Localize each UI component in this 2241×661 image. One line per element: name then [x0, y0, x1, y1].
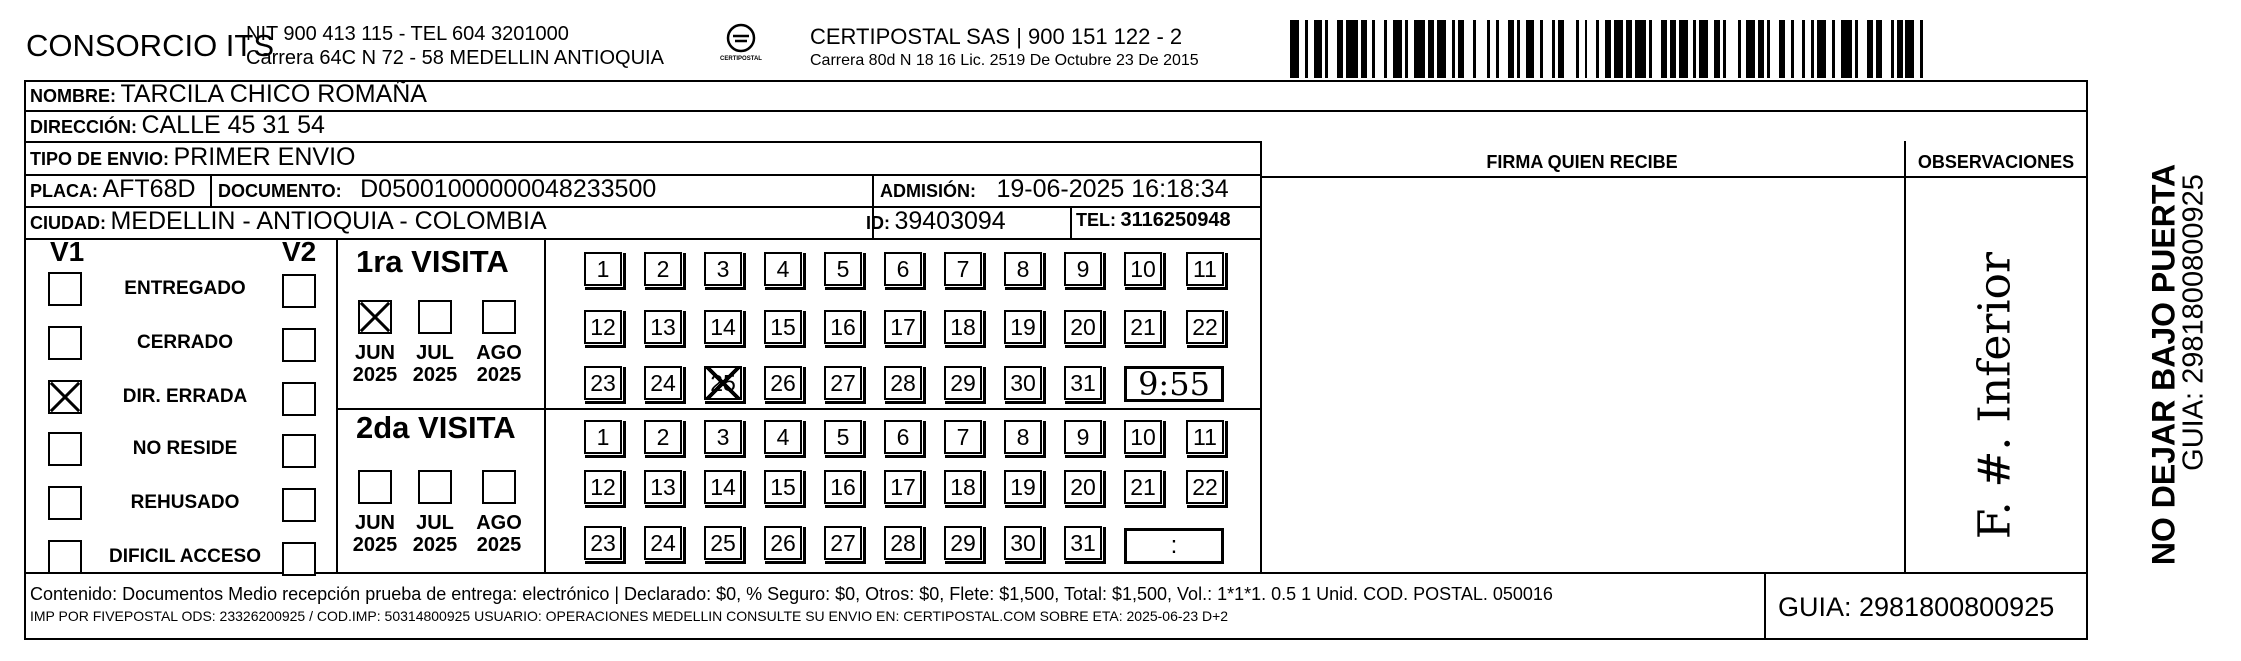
- placa-label: PLACA:: [30, 181, 98, 201]
- day-box[interactable]: 1: [584, 420, 622, 454]
- barcode-bar: [1770, 20, 1779, 78]
- status-label: DIR. ERRADA: [122, 386, 248, 407]
- side-warning: NO DEJAR BAJO PUERTA: [2145, 163, 2182, 566]
- year-label: 2025: [352, 534, 398, 556]
- month-checkbox[interactable]: [358, 300, 392, 334]
- year-label: 2025: [412, 534, 458, 556]
- barcode-bar: [1699, 20, 1708, 78]
- v2-checkbox[interactable]: [282, 382, 316, 416]
- placa-value: AFT68D: [102, 175, 196, 203]
- tipo-value: PRIMER ENVIO: [173, 143, 356, 171]
- row-line: [24, 238, 1262, 240]
- barcode-bar: [1290, 20, 1299, 78]
- certipostal-logo: [706, 20, 776, 72]
- v1-checkbox[interactable]: [48, 326, 82, 360]
- frame-left: [24, 80, 26, 640]
- barcode-bar: [1858, 20, 1867, 78]
- day-box[interactable]: 14: [704, 470, 742, 504]
- day-box[interactable]: 19: [1004, 310, 1042, 344]
- documento-row: [218, 175, 656, 204]
- day-box[interactable]: 17: [884, 310, 922, 344]
- section-bottom: [24, 572, 1262, 574]
- barcode-bar: [1375, 20, 1384, 78]
- tel-row: [1076, 209, 1231, 232]
- nombre-value: TARCILA CHICO ROMAÑA: [120, 80, 427, 108]
- day-box[interactable]: 27: [824, 526, 862, 560]
- v2-checkbox[interactable]: [282, 274, 316, 308]
- barcode-bar: [1328, 20, 1337, 78]
- barcode-bar: [1314, 20, 1323, 78]
- status-label: CERRADO: [136, 332, 234, 353]
- day-box[interactable]: 31: [1064, 366, 1102, 400]
- certipostal-line2: Carrera 80d N 18 16 Lic. 2519 De Octubre 23 De 2015: [810, 52, 1199, 69]
- day-box[interactable]: 24: [644, 526, 682, 560]
- day-box[interactable]: 30: [1004, 526, 1042, 560]
- barcode-bar: [1679, 20, 1688, 78]
- day-box[interactable]: 8: [1004, 420, 1042, 454]
- month-checkbox[interactable]: [482, 470, 516, 504]
- barcode-bar: [1587, 20, 1596, 78]
- barcode-bar: [1464, 20, 1473, 78]
- v1-checkbox[interactable]: [48, 272, 82, 306]
- status-divider: [336, 238, 338, 574]
- barcode-bar: [1543, 20, 1552, 78]
- barcode-bar: [1476, 20, 1488, 78]
- certipostal-logo-icon: [706, 20, 776, 72]
- barcode-bar: [1726, 20, 1738, 78]
- v1-checkbox[interactable]: [48, 540, 82, 574]
- visit-time-box[interactable]: :: [1124, 528, 1224, 564]
- right-panel-divider: [1904, 141, 1906, 574]
- month-label: JUN: [354, 512, 395, 534]
- month-label: AGO: [476, 342, 522, 364]
- day-box[interactable]: 14: [704, 310, 742, 344]
- day-box[interactable]: 21: [1124, 470, 1162, 504]
- month-checkbox[interactable]: [482, 300, 516, 334]
- side-guia: GUIA: 2981800800925: [2177, 174, 2210, 471]
- month-label: JUN: [354, 342, 395, 364]
- admision-value: 19-06-2025 16:18:34: [996, 175, 1229, 203]
- day-box[interactable]: 20: [1064, 470, 1102, 504]
- day-box[interactable]: 9: [1064, 420, 1102, 454]
- v2-label: V2: [282, 236, 317, 267]
- barcode-bar: [1817, 20, 1826, 78]
- company-nit: NIT 900 413 115 - TEL 604 3201000: [246, 23, 569, 45]
- day-box[interactable]: 11: [1186, 252, 1224, 286]
- day-box[interactable]: 15: [764, 310, 802, 344]
- day-box[interactable]: 20: [1064, 310, 1102, 344]
- day-box[interactable]: 27: [824, 366, 862, 400]
- footer-line1: Contenido: Documentos Medio recepción prueba de entrega: electrónico | Declarado: $0, % Seguro: $0, Otros: $0, Flete: $1,500, Total: $1,500, Vol.: 1*1*1. 0.5 1 Unid. COD. POSTAL. 050016: [30, 584, 1553, 604]
- day-box[interactable]: 16: [824, 470, 862, 504]
- day-box[interactable]: 15: [764, 470, 802, 504]
- footer-guia: GUIA: 2981800800925: [1778, 592, 2055, 622]
- firma-label: FIRMA QUIEN RECIBE: [1486, 152, 1678, 172]
- admision-row: [880, 175, 1229, 204]
- visit-time-box[interactable]: 9:55: [1124, 366, 1224, 402]
- day-box[interactable]: 3: [704, 252, 742, 286]
- day-box[interactable]: 5: [824, 252, 862, 286]
- id-row: [866, 207, 1006, 236]
- day-box[interactable]: 25: [704, 526, 742, 560]
- day-box[interactable]: 23: [584, 366, 622, 400]
- year-label: 2025: [412, 364, 458, 386]
- right-panel-left: [1260, 141, 1262, 574]
- day-box[interactable]: 26: [764, 526, 802, 560]
- barcode-bar: [1905, 20, 1914, 78]
- day-box[interactable]: 18: [944, 310, 982, 344]
- day-box[interactable]: 5: [824, 420, 862, 454]
- row-line: [1260, 176, 2088, 178]
- day-box[interactable]: 29: [944, 366, 982, 400]
- day-box[interactable]: 11: [1186, 420, 1224, 454]
- day-box[interactable]: 18: [944, 470, 982, 504]
- day-box[interactable]: 4: [764, 252, 802, 286]
- right-panel-bottom: [1260, 572, 2088, 574]
- row-line: [24, 110, 2088, 112]
- day-box[interactable]: 8: [1004, 252, 1042, 286]
- month-checkbox[interactable]: [358, 470, 392, 504]
- logo-caption: CERTIPOSTAL: [720, 56, 762, 62]
- tipo-row: [30, 143, 355, 172]
- day-box[interactable]: 24: [644, 366, 682, 400]
- month-label: JUL: [416, 512, 454, 534]
- observaciones-label: OBSERVACIONES: [1917, 152, 2075, 172]
- day-box[interactable]: 10: [1124, 252, 1162, 286]
- day-box[interactable]: 26: [764, 366, 802, 400]
- barcode-bar: [1841, 20, 1853, 78]
- barcode-bar: [1393, 20, 1402, 78]
- ciudad-label: CIUDAD:: [30, 213, 106, 233]
- day-box[interactable]: 10: [1124, 420, 1162, 454]
- documento-value: D05001000000048233500: [360, 175, 657, 203]
- day-box[interactable]: 30: [1004, 366, 1042, 400]
- barcode-bar: [1923, 20, 1929, 78]
- month-label: AGO: [476, 512, 522, 534]
- year-label: 2025: [476, 364, 522, 386]
- first-visit-title: 1ra VISITA: [356, 244, 509, 279]
- day-box[interactable]: 21: [1124, 310, 1162, 344]
- barcode-bar: [1526, 20, 1535, 78]
- day-box[interactable]: 6: [884, 252, 922, 286]
- tipo-label: TIPO DE ENVIO:: [30, 149, 170, 169]
- status-label: DIFICIL ACCESO: [108, 546, 261, 567]
- sep: [1070, 206, 1072, 238]
- documento-label: DOCUMENTO:: [218, 181, 342, 201]
- day-box[interactable]: 3: [704, 420, 742, 454]
- status-label: REHUSADO: [130, 492, 240, 513]
- v1-label: V1: [50, 236, 85, 267]
- year-label: 2025: [476, 534, 522, 556]
- barcode-bar: [1614, 20, 1623, 78]
- v1-checkbox[interactable]: [48, 486, 82, 520]
- day-box[interactable]: 13: [644, 310, 682, 344]
- day-box[interactable]: 17: [884, 470, 922, 504]
- id-value: 39403094: [894, 207, 1006, 235]
- day-box[interactable]: 9: [1064, 252, 1102, 286]
- id-label: ID:: [866, 213, 890, 233]
- day-box[interactable]: 2: [644, 420, 682, 454]
- day-box[interactable]: 1: [584, 252, 622, 286]
- day-box[interactable]: 19: [1004, 470, 1042, 504]
- tel-label: TEL:: [1076, 210, 1116, 230]
- company-name: CONSORCIO ITS: [26, 28, 275, 63]
- v2-checkbox[interactable]: [282, 328, 316, 362]
- barcode-bar: [1635, 20, 1647, 78]
- v2-checkbox[interactable]: [282, 542, 316, 576]
- day-box[interactable]: 4: [764, 420, 802, 454]
- ciudad-value: MEDELLIN - ANTIOQUIA - COLOMBIA: [110, 207, 547, 235]
- barcode-bar: [1746, 20, 1755, 78]
- company-address: Carrera 64C N 72 - 58 MEDELLIN ANTIOQUIA: [246, 47, 664, 69]
- status-label: NO RESIDE: [132, 438, 238, 459]
- certipostal-line1: CERTIPOSTAL SAS | 900 151 122 - 2: [810, 24, 1183, 49]
- nombre-label: NOMBRE:: [30, 86, 116, 106]
- day-box[interactable]: 22: [1186, 470, 1224, 504]
- v2-checkbox[interactable]: [282, 488, 316, 522]
- direccion-value: CALLE 45 31 54: [141, 111, 325, 139]
- ciudad-row: [30, 207, 547, 236]
- admision-label: ADMISIÓN:: [880, 181, 976, 201]
- day-box[interactable]: 23: [584, 526, 622, 560]
- day-box[interactable]: 28: [884, 526, 922, 560]
- status-label: ENTREGADO: [124, 278, 246, 299]
- v1-checkbox[interactable]: [48, 432, 82, 466]
- barcode-bar: [1437, 20, 1446, 78]
- footer-sep: [1764, 572, 1766, 640]
- day-box[interactable]: 2: [644, 252, 682, 286]
- day-box[interactable]: 6: [884, 420, 922, 454]
- barcode-bar: [1499, 20, 1508, 78]
- second-visit-title: 2da VISITA: [356, 410, 516, 445]
- barcode-bar: [1652, 20, 1661, 78]
- day-box[interactable]: 31: [1064, 526, 1102, 560]
- barcode: [1290, 20, 1930, 78]
- month-checkbox[interactable]: [418, 470, 452, 504]
- v2-checkbox[interactable]: [282, 434, 316, 468]
- nombre-row: [30, 80, 427, 109]
- day-box[interactable]: 7: [944, 420, 982, 454]
- direccion-label: DIRECCIÓN:: [30, 117, 137, 137]
- barcode-bar: [1564, 20, 1576, 78]
- placa-row: [30, 175, 196, 204]
- month-label: JUL: [416, 342, 454, 364]
- day-box[interactable]: 12: [584, 470, 622, 504]
- tel-value: 3116250948: [1120, 209, 1231, 231]
- day-box[interactable]: 22: [1186, 310, 1224, 344]
- day-box[interactable]: 25: [704, 366, 742, 400]
- v1-checkbox[interactable]: [48, 380, 82, 414]
- direccion-row: [30, 111, 325, 140]
- barcode-bar: [1794, 20, 1803, 78]
- barcode-bar: [1346, 20, 1358, 78]
- sep: [210, 174, 212, 206]
- day-box[interactable]: 29: [944, 526, 982, 560]
- day-box[interactable]: 12: [584, 310, 622, 344]
- day-box[interactable]: 7: [944, 252, 982, 286]
- day-box[interactable]: 28: [884, 366, 922, 400]
- handwritten-note: F. #. Inferior: [1969, 251, 2021, 540]
- month-checkbox[interactable]: [418, 300, 452, 334]
- barcode-bar: [1882, 20, 1891, 78]
- day-box[interactable]: 13: [644, 470, 682, 504]
- footer-line2: IMP POR FIVEPOSTAL ODS: 23326200925 / COD.IMP: 50314800925 USUARIO: OPERACIONES MEDELLIN CONSULTE SU ENVIO EN: CERTIPOSTAL.COM SOBRE ETA: 2025-06-23 D+2: [30, 608, 1229, 624]
- day-box[interactable]: 16: [824, 310, 862, 344]
- year-label: 2025: [352, 364, 398, 386]
- frame-bottom: [24, 638, 2088, 640]
- visit-divider: [544, 238, 546, 574]
- frame-right: [2086, 80, 2088, 640]
- barcode-bar: [1414, 20, 1426, 78]
